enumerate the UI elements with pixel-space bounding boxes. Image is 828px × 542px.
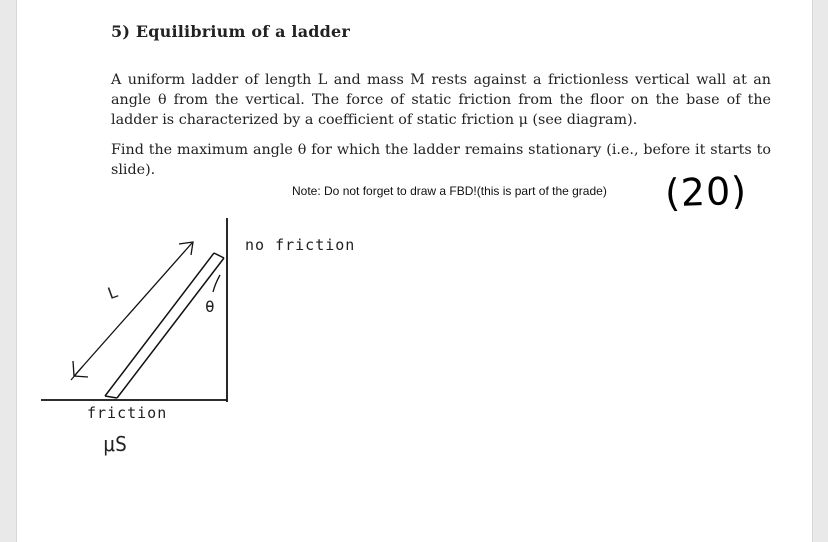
angle-arc [213, 275, 220, 292]
static-friction-coefficient-label: μS [103, 432, 128, 456]
length-arrow-line [75, 243, 192, 375]
ladder-bottom [105, 396, 117, 398]
length-tick [71, 366, 83, 380]
wall-no-friction-label: no friction [245, 236, 356, 254]
angle-theta-label: θ [205, 297, 215, 316]
problem-heading: 5) Equilibrium of a ladder [111, 22, 351, 41]
problem-paragraph-2: Find the maximum angle θ for which the ladder remains stationary (i.e., before it starts to slide). [111, 142, 771, 178]
ladder-rail-left [105, 253, 214, 396]
floor-friction-label: friction [87, 404, 168, 422]
ladder-rail-right [117, 258, 224, 398]
ladder-diagram [17, 0, 812, 542]
ladder-length-label: L [105, 281, 121, 304]
document-page [16, 0, 813, 542]
ladder-top [214, 253, 224, 258]
score-annotation: (20) [664, 168, 748, 216]
problem-paragraph-1: A uniform ladder of length L and mass M rests against a frictionless vertical wall at an angle θ from the vertical. The force of static friction from the floor on the base of the ladder is characterized by a coefficient of static friction μ (see diagram). [111, 72, 771, 128]
fbd-note: Note: Do not forget to draw a FBD!(this is part of the grade) [292, 184, 607, 198]
